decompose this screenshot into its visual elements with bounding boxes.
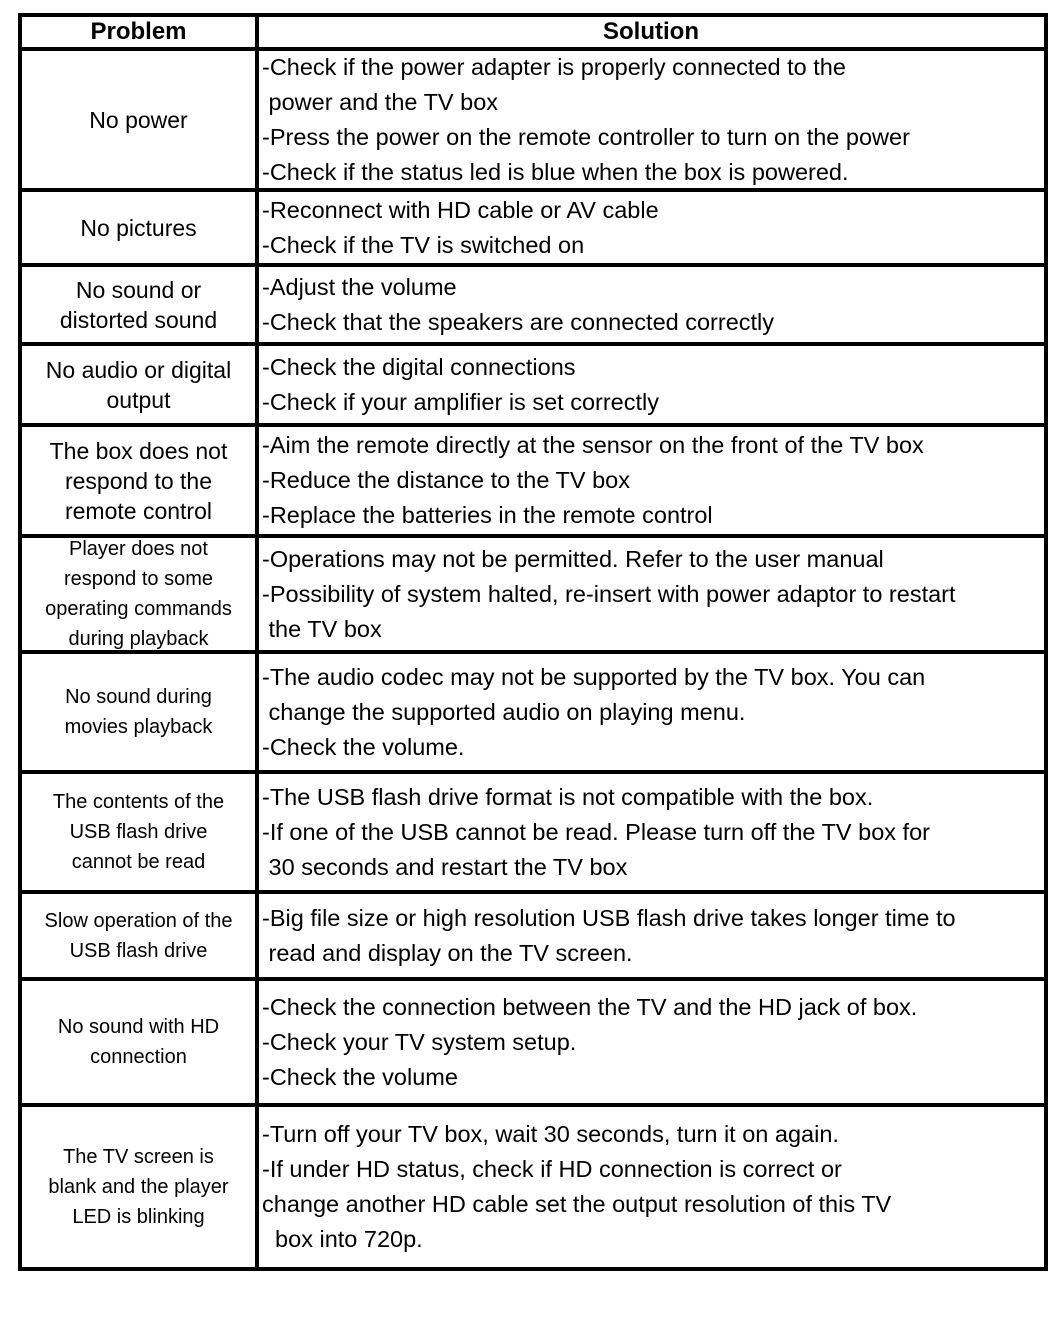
solution-cell (259, 267, 1044, 342)
table-header-row (22, 17, 1044, 47)
problem-cell (22, 654, 259, 770)
solution-line: -Check if the status led is blue when the box is powered. (262, 158, 849, 185)
solution-cell (259, 774, 1044, 890)
problem-text: The contents of the (52, 791, 225, 813)
solution-line: -Reduce the distance to the TV box (262, 467, 630, 493)
problem-text: No audio or digital (45, 356, 232, 383)
solution-line: -Adjust the volume (262, 273, 457, 300)
solution-cell (259, 1107, 1044, 1267)
solution-cell (259, 192, 1044, 263)
table-row (22, 977, 1044, 1103)
solution-line: box into 720p. (262, 1226, 423, 1252)
solution-line: -Check if your amplifier is set correctly (262, 388, 659, 415)
problem-text: cannot be read (71, 851, 206, 873)
solution-cell (259, 51, 1044, 188)
solution-line: -Press the power on the remote controller to turn on the power (262, 123, 910, 150)
problem-text: respond to the (64, 467, 213, 494)
solution-line: -The USB flash drive format is not compatible with the box. (262, 783, 874, 810)
solution-cell (259, 654, 1044, 770)
problem-text: No power (89, 106, 188, 133)
solution-line: -Replace the batteries in the remote control (262, 502, 713, 528)
solution-line: power and the TV box (262, 88, 499, 115)
problem-cell (22, 267, 259, 342)
problem-cell (22, 981, 259, 1103)
solution-line: the TV box (262, 615, 382, 642)
problem-text: No sound during (65, 686, 212, 708)
problem-text: No sound or (75, 276, 202, 303)
solution-cell (259, 981, 1044, 1103)
problem-text: output (106, 386, 171, 413)
solution-cell (259, 538, 1044, 650)
solution-line: -If under HD status, check if HD connection is correct or (262, 1156, 842, 1182)
problem-text: operating commands (45, 598, 232, 620)
table-row (22, 423, 1044, 534)
table-row (22, 263, 1044, 342)
troubleshooting-table (18, 13, 1048, 1271)
header-problem: Problem (22, 17, 259, 47)
solution-line: -Check the volume (262, 1063, 458, 1090)
solution-cell (259, 427, 1044, 534)
table-row (22, 770, 1044, 890)
solution-line: -Check that the speakers are connected correctly (262, 308, 775, 335)
problem-text: The box does not (49, 437, 228, 464)
solution-line: read and display on the TV screen. (262, 939, 633, 966)
problem-text: distorted sound (59, 306, 218, 333)
solution-line: -Check if the TV is switched on (262, 231, 585, 258)
problem-cell (22, 51, 259, 188)
table-row (22, 188, 1044, 263)
problem-text: Slow operation of the (44, 909, 233, 932)
problem-text: blank and the player (48, 1176, 229, 1198)
solution-cell (259, 346, 1044, 423)
problem-text: connection (90, 1046, 187, 1068)
problem-text: movies playback (64, 716, 213, 738)
problem-cell (22, 427, 259, 534)
table-row (22, 1103, 1044, 1267)
problem-text: during playback (68, 628, 209, 650)
header-solution: Solution (603, 18, 699, 45)
problem-text: respond to some (64, 568, 213, 590)
solution-line: 30 seconds and restart the TV box (262, 853, 628, 880)
solution-line: -Check if the power adapter is properly connected to the (262, 53, 846, 80)
solution-line: -Reconnect with HD cable or AV cable (262, 196, 659, 223)
problem-text: USB flash drive (69, 821, 208, 843)
solution-line: change the supported audio on playing menu. (262, 698, 746, 725)
problem-cell (22, 538, 259, 650)
problem-text: Player does not (69, 538, 208, 560)
table-row (22, 650, 1044, 770)
problem-text: LED is blinking (72, 1206, 205, 1228)
table-row (22, 342, 1044, 423)
solution-line: -Operations may not be permitted. Refer to the user manual (262, 545, 884, 572)
solution-line: -If one of the USB cannot be read. Please turn off the TV box for (262, 818, 930, 845)
solution-line: -Big file size or high resolution USB flash drive takes longer time to (262, 904, 956, 931)
problem-text: The TV screen is (63, 1146, 214, 1168)
solution-cell (259, 894, 1044, 977)
problem-text: No sound with HD (57, 1016, 220, 1038)
problem-cell (22, 894, 259, 977)
problem-cell (22, 774, 259, 890)
solution-line: -Check your TV system setup. (262, 1028, 577, 1055)
problem-cell (22, 192, 259, 263)
table-row (22, 890, 1044, 977)
table-row (22, 534, 1044, 650)
problem-text: remote control (64, 497, 212, 524)
problem-cell (22, 1107, 259, 1267)
problem-text: No pictures (80, 214, 197, 241)
solution-line: -Check the digital connections (262, 353, 576, 380)
solution-line: -Check the volume. (262, 733, 465, 760)
solution-line: -Aim the remote directly at the sensor on the front of the TV box (262, 432, 924, 458)
problem-text: USB flash drive (69, 939, 208, 962)
solution-line: -The audio codec may not be supported by the TV box. You can (262, 663, 926, 690)
solution-line: -Turn off your TV box, wait 30 seconds, turn it on again. (262, 1121, 839, 1147)
solution-line: -Check the connection between the TV and the HD jack of box. (262, 993, 918, 1020)
table-row (22, 47, 1044, 188)
solution-line: change another HD cable set the output resolution of this TV (262, 1191, 892, 1217)
problem-cell (22, 346, 259, 423)
solution-line: -Possibility of system halted, re-insert with power adaptor to restart (262, 580, 956, 607)
